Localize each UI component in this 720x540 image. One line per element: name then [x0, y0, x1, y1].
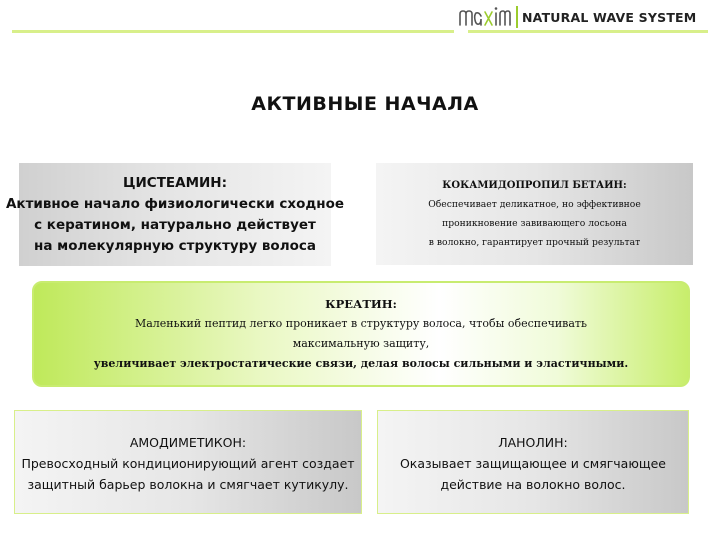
- betaine-line-2: проникновение завивающего лосьона: [442, 218, 627, 229]
- page-title: АКТИВНЫЕ НАЧАЛА: [251, 93, 479, 115]
- brand: [458, 4, 696, 30]
- creatine-line-2: максимальную защиту,: [292, 337, 430, 350]
- lanolin-line-2: действие на волокно волос.: [440, 477, 626, 492]
- amodimethicone-line-1: Превосходный кондиционирующий агент создает: [21, 456, 355, 471]
- creatine-box: [32, 281, 690, 387]
- lanolin-box: [377, 410, 689, 514]
- creatine-line-1: Маленький пептид легко проникает в структуру волоса, чтобы обеспечивать: [134, 317, 588, 330]
- maxima-logo: [458, 5, 514, 29]
- creatine-line-3: увеличивает электростатические связи, делая волосы сильными и эластичными.: [93, 357, 629, 370]
- cysteamine-box: [5, 163, 345, 266]
- amodimethicone-line-2: защитный барьер волокна и смягчает кутикулу.: [27, 477, 349, 492]
- betaine-title: КОКАМИДОПРОПИЛ БЕТАИН:: [442, 180, 627, 191]
- lanolin-title: ЛАНОЛИН:: [498, 435, 568, 450]
- betaine-line-3: в волокно, гарантирует прочный результат: [428, 237, 641, 248]
- cysteamine-line-2: с кератином, натурально действует: [34, 216, 316, 233]
- header-rule-right: [468, 30, 708, 33]
- cysteamine-title: ЦИСТЕАМИН:: [122, 174, 228, 191]
- brand-separator: [516, 6, 518, 28]
- lanolin-line-1: Оказывает защищающее и смягчающее: [399, 456, 667, 471]
- cysteamine-line-1: Активное начало физиологически сходное: [5, 195, 345, 212]
- amodimethicone-title: АМОДИМЕТИКОН:: [129, 435, 247, 450]
- amodimethicone-box: [14, 410, 362, 514]
- brand-tagline: NATURAL WAVE SYSTEM: [522, 9, 697, 25]
- betaine-line-1: Обеспечивает деликатное, но эффективное: [428, 199, 641, 210]
- betaine-box: [376, 163, 693, 265]
- header-rule-left: [12, 30, 454, 33]
- creatine-title: КРЕАТИН:: [325, 297, 397, 311]
- cysteamine-line-3: на молекулярную структуру волоса: [34, 237, 316, 254]
